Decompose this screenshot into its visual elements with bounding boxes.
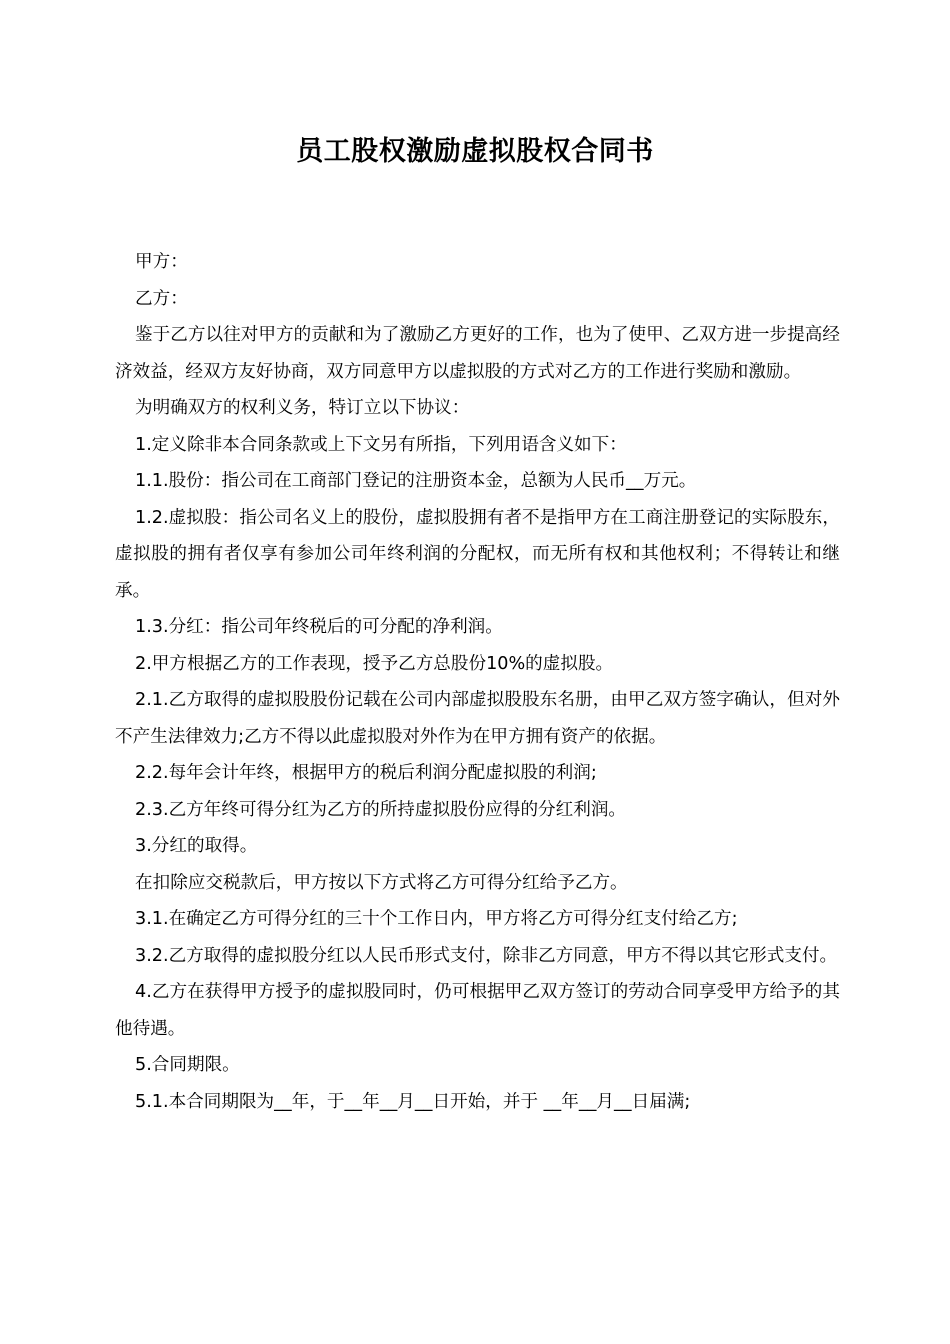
document-title: 员工股权激励虚拟股权合同书 [296, 136, 654, 167]
clause-3-1: 3.1.在确定乙方可得分红的三十个工作日内，甲方将乙方可得分红支付给乙方; [135, 909, 738, 929]
clause-3-2: 3.2.乙方取得的虚拟股分红以人民币形式支付，除非乙方同意，甲方不得以其它形式支付。 [135, 945, 838, 966]
clause-1-3: 1.3.分红：指公司年终税后的可分配的净利润。 [135, 617, 503, 637]
clause-1: 1.定义除非本合同条款或上下文另有所指，下列用语含义如下： [135, 434, 627, 455]
clause-1-2: 1.2.虚拟股：指公司名义上的股份，虚拟股拥有者不是指甲方在工商注册登记的实际股东，虚拟股的拥有者仅享有参加公司年终利润的分配权，而无所有权和其他权利；不得转让和继承。 [115, 507, 840, 601]
clause-5-1: 5.1.本合同期限为__年，于__年__月__日开始，并于 __年__月__日届满; [135, 1091, 691, 1112]
document-body [115, 244, 840, 1120]
party-b-line: 乙方： [135, 288, 188, 309]
clause-2: 2.甲方根据乙方的工作表现，授予乙方总股份10%的虚拟股。 [135, 653, 614, 674]
clause-2-2: 2.2.每年会计年终，根据甲方的税后利润分配虚拟股的利润; [135, 763, 597, 783]
clause-2-3: 2.3.乙方年终可得分红为乙方的所持虚拟股份应得的分红利润。 [135, 799, 627, 820]
preamble-paragraph: 鉴于乙方以往对甲方的贡献和为了激励乙方更好的工作，也为了使甲、乙双方进一步提高经济效益，经双方友好协商，双方同意甲方以虚拟股的方式对乙方的工作进行奖励和激励。 [115, 325, 840, 382]
clause-3-intro: 在扣除应交税款后，甲方按以下方式将乙方可得分红给予乙方。 [135, 872, 628, 893]
clause-2-1: 2.1.乙方取得的虚拟股股份记载在公司内部虚拟股股东名册，由甲乙双方签字确认，但对外不产生法律效力;乙方不得以此虚拟股对外作为在甲方拥有资产的依据。 [115, 690, 840, 747]
agreement-intro: 为明确双方的权利义务，特订立以下协议： [135, 398, 470, 418]
clause-1-1: 1.1.股份：指公司在工商部门登记的注册资本金，总额为人民币__万元。 [135, 471, 697, 491]
clause-3: 3.分红的取得。 [135, 836, 258, 856]
party-a-line: 甲方： [135, 252, 188, 272]
clause-5: 5.合同期限。 [135, 1055, 240, 1075]
clause-4: 4.乙方在获得甲方授予的虚拟股同时，仍可根据甲乙双方签订的劳动合同享受甲方给予的其他待遇。 [115, 982, 840, 1039]
